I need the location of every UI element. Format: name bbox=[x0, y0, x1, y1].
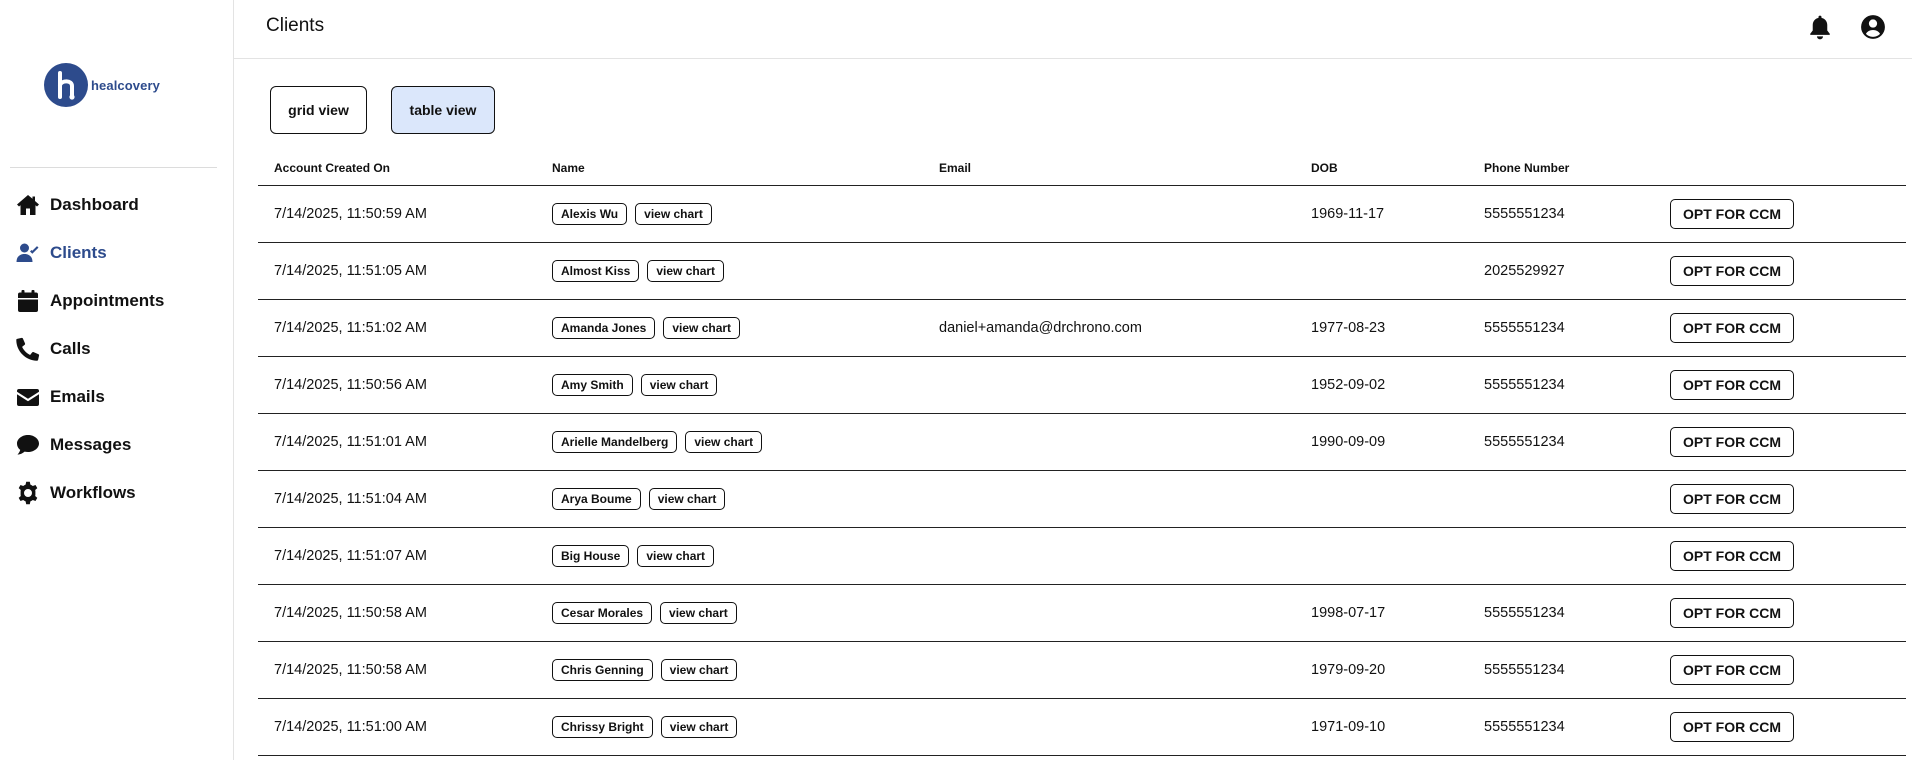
client-name-button[interactable]: Almost Kiss bbox=[552, 260, 639, 282]
cell-name bbox=[547, 203, 934, 225]
view-chart-button[interactable]: view chart bbox=[685, 431, 762, 453]
view-chart-button[interactable]: view chart bbox=[661, 716, 738, 738]
cell-created: 7/14/2025, 11:51:02 AM bbox=[274, 320, 427, 336]
opt-for-ccm-button[interactable]: OPT FOR CCM bbox=[1670, 199, 1794, 229]
logo-h-icon bbox=[44, 63, 88, 107]
view-chart-button[interactable]: view chart bbox=[635, 203, 712, 225]
bell-icon[interactable] bbox=[1806, 13, 1834, 41]
opt-for-ccm-button[interactable]: OPT FOR CCM bbox=[1670, 370, 1794, 400]
cell-phone: 5555551234 bbox=[1484, 719, 1565, 735]
cell-created: 7/14/2025, 11:51:05 AM bbox=[274, 263, 427, 279]
sidebar-item-label: Emails bbox=[50, 387, 105, 406]
opt-for-ccm-button[interactable]: OPT FOR CCM bbox=[1670, 427, 1794, 457]
sidebar-item-calls[interactable] bbox=[16, 325, 164, 373]
sidebar-item-clients[interactable] bbox=[16, 229, 164, 277]
home-icon bbox=[16, 192, 42, 218]
cell-action bbox=[1665, 370, 1906, 400]
grid-view-button[interactable]: grid view bbox=[270, 86, 367, 134]
sidebar-divider bbox=[10, 167, 217, 168]
cell-name bbox=[547, 488, 934, 510]
calendar-icon bbox=[16, 288, 42, 314]
opt-for-ccm-button[interactable]: OPT FOR CCM bbox=[1670, 313, 1794, 343]
view-chart-button[interactable]: view chart bbox=[660, 602, 737, 624]
table-row bbox=[258, 414, 1906, 471]
cell-created: 7/14/2025, 11:51:04 AM bbox=[274, 491, 427, 507]
logo-text: healcovery bbox=[91, 77, 160, 93]
sidebar-item-messages[interactable] bbox=[16, 421, 164, 469]
opt-for-ccm-button[interactable]: OPT FOR CCM bbox=[1670, 598, 1794, 628]
view-chart-button[interactable]: view chart bbox=[637, 545, 714, 567]
sidebar-item-label: Appointments bbox=[50, 291, 165, 310]
sidebar-item-label: Clients bbox=[50, 243, 107, 262]
column-header-email: Email bbox=[939, 160, 972, 175]
cell-name bbox=[547, 716, 934, 738]
cell-phone: 5555551234 bbox=[1484, 206, 1565, 222]
cell-name bbox=[547, 602, 934, 624]
top-bar bbox=[234, 0, 1912, 59]
table-row bbox=[258, 300, 1906, 357]
cell-dob: 1969-11-17 bbox=[1311, 206, 1385, 222]
sidebar bbox=[0, 0, 234, 760]
sidebar-item-dashboard[interactable] bbox=[16, 181, 164, 229]
table-row bbox=[258, 471, 1906, 528]
client-name-button[interactable]: Amy Smith bbox=[552, 374, 633, 396]
cell-phone: 5555551234 bbox=[1484, 662, 1565, 678]
view-chart-button[interactable]: view chart bbox=[663, 317, 740, 339]
cell-created: 7/14/2025, 11:51:01 AM bbox=[274, 434, 427, 450]
cell-created: 7/14/2025, 11:51:00 AM bbox=[274, 719, 427, 735]
client-name-button[interactable]: Amanda Jones bbox=[552, 317, 655, 339]
cell-created: 7/14/2025, 11:50:58 AM bbox=[274, 662, 427, 678]
table-view-button[interactable]: table view bbox=[391, 86, 495, 134]
table-header bbox=[258, 150, 1906, 186]
chat-bubble-icon bbox=[16, 432, 42, 458]
view-chart-button[interactable]: view chart bbox=[641, 374, 718, 396]
cell-action bbox=[1665, 655, 1906, 685]
client-name-button[interactable]: Chrissy Bright bbox=[552, 716, 653, 738]
cell-action bbox=[1665, 199, 1906, 229]
cell-name bbox=[547, 431, 934, 453]
table-row bbox=[258, 699, 1906, 756]
table-row bbox=[258, 642, 1906, 699]
column-header-dob: DOB bbox=[1311, 160, 1338, 175]
view-chart-button[interactable]: view chart bbox=[649, 488, 726, 510]
cell-email: daniel+amanda@drchrono.com bbox=[939, 320, 1142, 336]
opt-for-ccm-button[interactable]: OPT FOR CCM bbox=[1670, 655, 1794, 685]
cell-dob: 1952-09-02 bbox=[1311, 377, 1386, 393]
opt-for-ccm-button[interactable]: OPT FOR CCM bbox=[1670, 712, 1794, 742]
sidebar-item-label: Dashboard bbox=[50, 195, 139, 214]
column-header-name: Name bbox=[552, 160, 585, 175]
cell-created: 7/14/2025, 11:51:07 AM bbox=[274, 548, 427, 564]
table-row bbox=[258, 357, 1906, 414]
cell-dob: 1977-08-23 bbox=[1311, 320, 1386, 336]
cell-action bbox=[1665, 712, 1906, 742]
cell-action bbox=[1665, 484, 1906, 514]
client-name-button[interactable]: Alexis Wu bbox=[552, 203, 627, 225]
cell-action bbox=[1665, 427, 1906, 457]
opt-for-ccm-button[interactable]: OPT FOR CCM bbox=[1670, 541, 1794, 571]
table-row bbox=[258, 186, 1906, 243]
phone-icon bbox=[16, 336, 42, 362]
envelope-icon bbox=[16, 384, 42, 410]
cell-name bbox=[547, 659, 934, 681]
client-name-button[interactable]: Chris Genning bbox=[552, 659, 653, 681]
cell-phone: 5555551234 bbox=[1484, 434, 1565, 450]
opt-for-ccm-button[interactable]: OPT FOR CCM bbox=[1670, 256, 1794, 286]
view-chart-button[interactable]: view chart bbox=[661, 659, 738, 681]
sidebar-item-label: Workflows bbox=[50, 483, 136, 502]
cell-created: 7/14/2025, 11:50:58 AM bbox=[274, 605, 427, 621]
sidebar-item-label: Messages bbox=[50, 435, 132, 454]
user-circle-icon[interactable] bbox=[1859, 13, 1887, 41]
cell-phone: 5555551234 bbox=[1484, 320, 1565, 336]
sidebar-item-emails[interactable] bbox=[16, 373, 164, 421]
page-title: Clients bbox=[266, 15, 325, 36]
cell-name bbox=[547, 317, 934, 339]
client-name-button[interactable]: Cesar Morales bbox=[552, 602, 652, 624]
cell-phone: 2025529927 bbox=[1484, 263, 1565, 279]
client-name-button[interactable]: Big House bbox=[552, 545, 629, 567]
client-name-button[interactable]: Arielle Mandelberg bbox=[552, 431, 677, 453]
opt-for-ccm-button[interactable]: OPT FOR CCM bbox=[1670, 484, 1794, 514]
cell-phone: 5555551234 bbox=[1484, 377, 1565, 393]
cell-created: 7/14/2025, 11:50:56 AM bbox=[274, 377, 427, 393]
cell-action bbox=[1665, 541, 1906, 571]
cell-name bbox=[547, 545, 934, 567]
client-name-button[interactable]: Arya Boume bbox=[552, 488, 641, 510]
cell-dob: 1979-09-20 bbox=[1311, 662, 1386, 678]
column-header-phone: Phone Number bbox=[1484, 160, 1570, 175]
table-row bbox=[258, 243, 1906, 300]
cell-action bbox=[1665, 598, 1906, 628]
column-header-created: Account Created On bbox=[274, 160, 391, 175]
sidebar-nav bbox=[16, 181, 164, 517]
cell-name bbox=[547, 260, 934, 282]
cell-dob: 1990-09-09 bbox=[1311, 434, 1386, 450]
sidebar-item-workflows[interactable] bbox=[16, 469, 164, 517]
cell-action bbox=[1665, 256, 1906, 286]
logo[interactable] bbox=[44, 63, 160, 107]
sidebar-item-label: Calls bbox=[50, 339, 91, 358]
user-check-icon bbox=[16, 240, 42, 266]
cell-action bbox=[1665, 313, 1906, 343]
cell-phone: 5555551234 bbox=[1484, 605, 1565, 621]
cell-name bbox=[547, 374, 934, 396]
clients-table bbox=[258, 150, 1906, 756]
view-chart-button[interactable]: view chart bbox=[647, 260, 724, 282]
gear-icon bbox=[16, 480, 42, 506]
cell-dob: 1998-07-17 bbox=[1311, 605, 1386, 621]
cell-dob: 1971-09-10 bbox=[1311, 719, 1386, 735]
cell-created: 7/14/2025, 11:50:59 AM bbox=[274, 206, 427, 222]
table-row bbox=[258, 528, 1906, 585]
sidebar-item-appointments[interactable] bbox=[16, 277, 164, 325]
table-row bbox=[258, 585, 1906, 642]
